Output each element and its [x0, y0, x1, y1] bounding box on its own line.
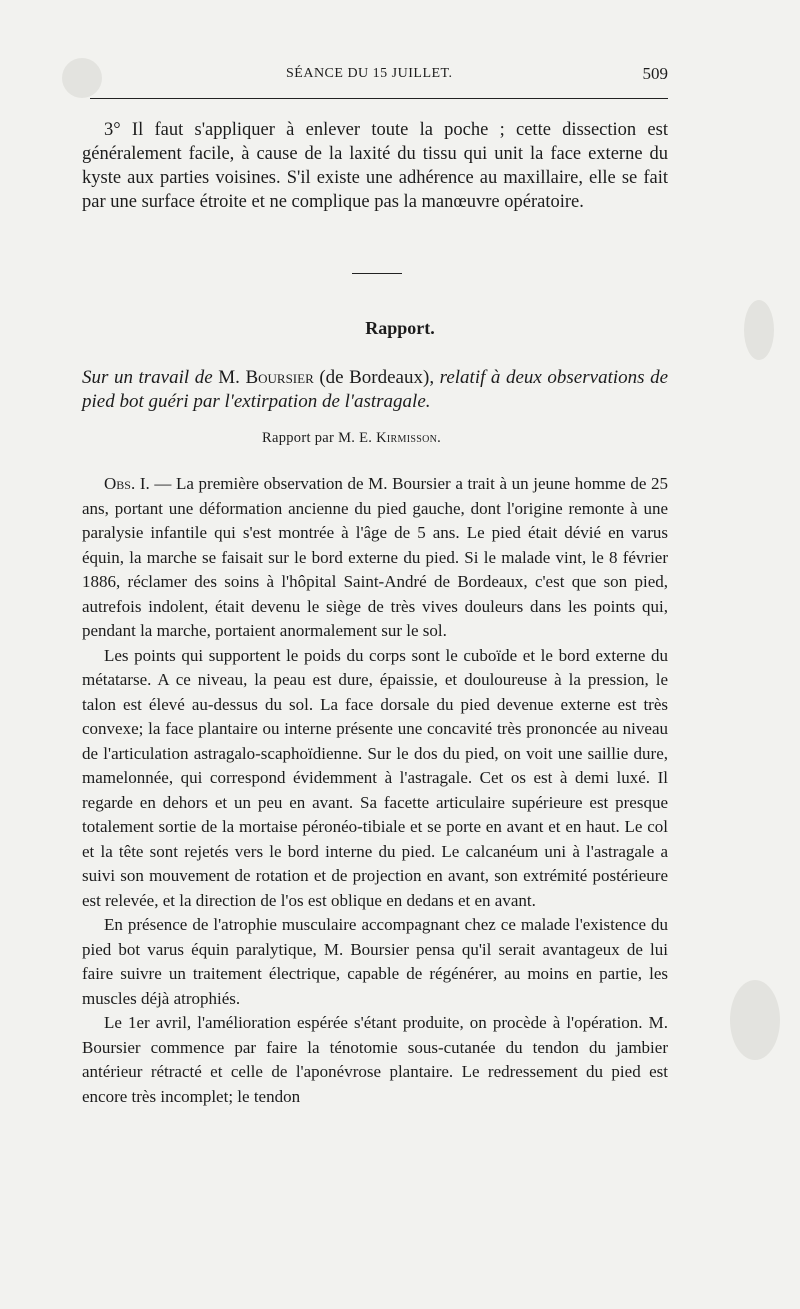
report-subject — [82, 366, 668, 414]
header-rule — [90, 98, 668, 99]
intro-block — [82, 118, 668, 214]
page-number: 509 — [642, 64, 668, 83]
byline-author: Kirmisson. — [376, 430, 442, 446]
body-paragraph-3: En présence de l'atrophie musculaire accompagnant chez ce malade l'existence du pied bot varus équin paralytique, M. Boursier pensa qu'il serait avantageux de lui faire suivre un traitement électrique, capable de régénérer, au moins en partie, les muscles déjà atrophiés. — [82, 915, 668, 1008]
running-title: SÉANCE DU 15 JUILLET. — [286, 66, 453, 81]
body-paragraph-2: Les points qui supportent le poids du corps sont le cuboïde et le bord externe du métatarse. A ce niveau, la peau est dure, épaissie, et douloureuse à la pression, le talon est élevé au-dessus du sol. La face dorsale du pied devenue externe est très convexe; la face plantaire ou interne présente une concavité très prononcée au niveau de l'articulation astragalo-scaphoïdienne. Sur le dos du pied, on voit une saillie dure, mamelonnée, qui correspond évidemment à l'astragale. Cet os est à demi luxé. Il regarde en dehors et un peu en avant. Sa facette articulaire supérieure est presque totalement sortie de la mortaise péronéo-tibiale et se porte en avant et en haut. Le col et la tête sont rejetés vers le bord interne du pied. Le calcanéum uni à l'astragale a suivi son mouvement de rotation et de projection en avant, son extrémité postérieure est relevée, et la direction de l'os est oblique en dedans et en avant. — [82, 645, 668, 910]
paper-stain — [730, 980, 780, 1060]
paper-stain — [744, 300, 774, 360]
section-divider — [352, 273, 402, 274]
byline-prefix: Rapport par M. E. — [262, 430, 373, 446]
body-paragraph-1-text: — La première observation de M. Boursier a trait à un jeune homme de 25 ans, portant une déformation ancienne du pied gauche, dont l'origine remonte à une paralysie infantile qui s'est montrée à l'âge de 5 ans. Le pied était dévié en varus équin, la marche se faisait sur le bord externe du pied. Si le malade vint, le 8 février 1886, réclamer des soins à l'hôpital Saint-André de Bordeaux, c'est que son pied, autrefois indolent, était devenu le siège de très vives douleurs dans les points qui, pendant la marche, portaient anormalement sur le sol. — [82, 474, 668, 640]
subject-author-title: M. — [218, 367, 240, 388]
body-block — [82, 472, 668, 1109]
body-paragraph-1 — [82, 472, 668, 644]
subject-prefix: Sur un travail de — [82, 367, 213, 388]
subject-suffix: relatif à deux observations de pied bot guéri par l'extirpation de l'astragale. — [82, 367, 669, 412]
subject-author: Boursier — [245, 367, 314, 388]
paper-stain — [62, 58, 102, 98]
report-byline — [262, 430, 441, 447]
intro-paragraph: 3° Il faut s'appliquer à enlever toute la poche ; cette dissection est généralement facile, à cause de la laxité du tissu qui unit la face externe du kyste aux parties voisines. S'il existe une adhérence au maxillaire, elle se fait par une surface étroite et ne complique pas la manœuvre opératoire. — [82, 120, 668, 212]
obs-label: Obs. I. — [104, 474, 150, 493]
subject-place: (de Bordeaux), — [319, 367, 435, 388]
body-paragraph-4: Le 1er avril, l'amélioration espérée s'étant produite, on procède à l'opération. M. Boursier commence par faire la ténotomie sous-cutanée du tendon du jambier antérieur rétracté et celle de l'aponévrose plantaire. Le redressement du pied est encore très incomplet; le tendon — [82, 1013, 668, 1106]
section-title: Rapport. — [365, 318, 435, 338]
page-header — [90, 64, 668, 86]
